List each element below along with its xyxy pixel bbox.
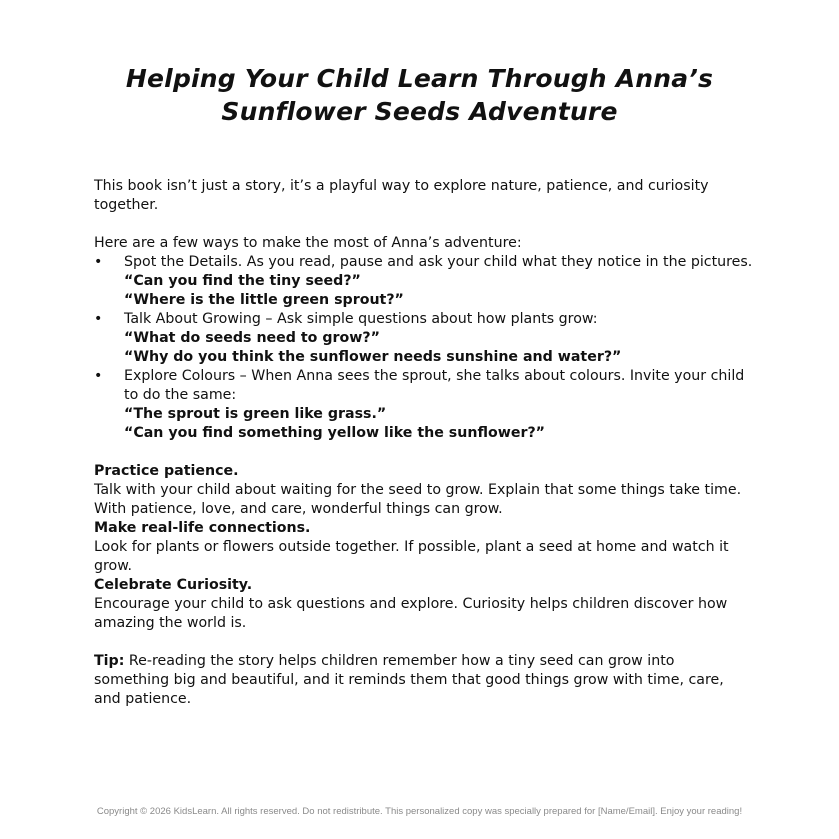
main-content [94,177,754,709]
bullet-icon: • [94,311,103,327]
tip-text: Re-reading the story helps children remember how a tiny seed can grow into something big and beautiful, and it reminds them that good things grow with time, care, and patience. [94,653,724,707]
list-item-text: Explore Colours – When Anna sees the sprout, she talks about colours. Invite your child to do the same: [124,368,745,403]
list-item [94,310,754,367]
title-line-2: Sunflower Seeds Adventure [221,97,618,126]
section-celebrate-curiosity [94,576,754,633]
page-title [60,62,779,128]
section-body: Encourage your child to ask questions and explore. Curiosity helps children discover how amazing the world is. [94,596,728,631]
tip-paragraph [94,652,754,709]
list-item-text: Spot the Details. As you read, pause and ask your child what they notice in the pictures. [124,254,753,270]
spacer [94,443,754,462]
tips-list [94,253,754,443]
example-question: “The sprout is green like grass.” [124,406,387,422]
spacer [94,215,754,234]
spacer [94,633,754,652]
example-question: “Where is the little green sprout?” [124,292,404,308]
example-question: “Why do you think the sunflower needs sunshine and water?” [124,349,622,365]
title-line-1: Helping Your Child Learn Through Anna’s [125,64,714,93]
section-heading: Celebrate Curiosity. [94,577,253,593]
section-body: Talk with your child about waiting for the seed to grow. Explain that some things take time. With patience, love, and care, wonderful things can grow. [94,482,742,517]
ways-intro: Here are a few ways to make the most of Anna’s adventure: [94,235,522,251]
bullet-icon: • [94,254,103,270]
section-heading: Make real-life connections. [94,520,311,536]
list-item [94,253,754,310]
tip-label: Tip: [94,653,125,669]
example-question: “What do seeds need to grow?” [124,330,380,346]
section-practice-patience [94,462,754,519]
section-heading: Practice patience. [94,463,239,479]
example-question: “Can you find something yellow like the sunflower?” [124,425,545,441]
list-item [94,367,754,443]
list-item-text: Talk About Growing – Ask simple questions about how plants grow: [124,311,598,327]
section-real-life-connections [94,519,754,576]
bullet-icon: • [94,368,103,384]
section-body: Look for plants or flowers outside together. If possible, plant a seed at home and watch it grow. [94,539,729,574]
example-question: “Can you find the tiny seed?” [124,273,361,289]
copyright-footer: Copyright © 2026 KidsLearn. All rights reserved. Do not redistribute. This personalized copy was specially prepared for [Name/Email]. Enjoy your reading! [96,806,743,817]
intro-paragraph: This book isn’t just a story, it’s a playful way to explore nature, patience, and curiosity together. [94,178,709,213]
